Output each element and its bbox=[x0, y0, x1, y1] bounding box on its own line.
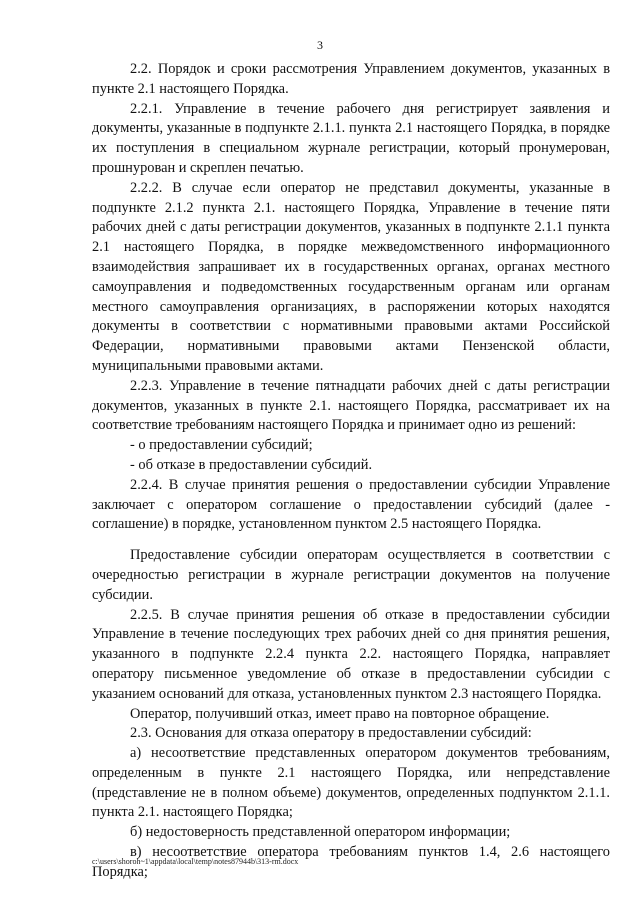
footer-file-path: c:\users\shoroh~1\appdata\local\temp\notes87944b\313-rm.docx bbox=[92, 857, 299, 866]
paragraph-2-3: 2.3. Основания для отказа оператору в предоставлении субсидий: bbox=[130, 725, 532, 742]
list-item-a: а) несоответствие представленных оператором документов требованиям, определенным в пункте 2.1 настоящего Порядка, или непредставление (представление не в полном объеме) документов, определенных подпунктом 2.1.1. пункта 2.1. настоящего Порядка; bbox=[92, 745, 610, 821]
list-item-v: в) несоответствие оператора требованиям пунктов 1.4, 2.6 настоящего Порядка; bbox=[92, 844, 610, 880]
document-body bbox=[92, 60, 610, 883]
paragraph-2-2: 2.2. Порядок и сроки рассмотрения Управлением документов, указанных в пункте 2.1 настоящего Порядка. bbox=[92, 61, 610, 97]
page-number: 3 bbox=[317, 38, 323, 52]
paragraph-2-2-3: 2.2.3. Управление в течение пятнадцати рабочих дней с даты регистрации документов, указанных в пункте 2.1. настоящего Порядка, рассматривает их на соответствие требованиям настоящего Порядка и принимает одно из решений: bbox=[92, 377, 610, 434]
paragraph-2-2-4: 2.2.4. В случае принятия решения о предоставлении субсидии Управление заключает с оператором соглашение о предоставлении субсидий (далее - соглашение) в порядке, установленном пунктом 2.5 настоящего Порядка. bbox=[92, 476, 610, 533]
paragraph-2-2-5: 2.2.5. В случае принятия решения об отказе в предоставлении субсидии Управление в течение последующих трех рабочих дней со дня принятия решения, указанного в подпункте 2.2.4 пункта 2.2. настоящего Порядка, направляет оператору письменное уведомление об отказе в предоставлении субсидии с указанием оснований для отказа, установленных пунктом 2.3 настоящего Порядка. bbox=[92, 606, 610, 702]
paragraph-subsidy-order: Предоставление субсидии операторам осуществляется в соответствии с очередностью регистрации в журнале регистрации документов на получение субсидии. bbox=[92, 547, 610, 603]
paragraph-2-2-2: 2.2.2. В случае если оператор не представил документы, указанные в подпункте 2.1.2 пункта 2.1. настоящего Порядка, Управление в течение пяти рабочих дней с даты регистрации документов, указанных в подпункте 2.1.1 пункта 2.1 настоящего Порядка, в порядке межведомственного информационного взаимодействия запрашивает их в государственных органах, органах местного самоуправления и подведомственных государственным органам или органам местного самоуправления организациях, в распоряжении которых находятся документы в соответствии с нормативными правовыми актами Российской Федерации, нормативными правовыми актами Пензенской области, муниципальными правовыми актами. bbox=[92, 179, 610, 374]
paragraph-repeat-request: Оператор, получивший отказ, имеет право на повторное обращение. bbox=[130, 705, 550, 722]
list-item-b: б) недостоверность представленной оператором информации; bbox=[130, 824, 511, 841]
paragraph-2-2-1: 2.2.1. Управление в течение рабочего дня регистрирует заявления и документы, указанные в подпункте 2.1.1. пункта 2.1 настоящего Порядка, в порядке их поступления в специальном журнале регистрации, который пронумерован, прошнурован и скреплен печатью. bbox=[92, 100, 610, 176]
list-item-refuse: - об отказе в предоставлении субсидий. bbox=[130, 456, 373, 473]
list-item-grant: - о предоставлении субсидий; bbox=[130, 437, 313, 454]
